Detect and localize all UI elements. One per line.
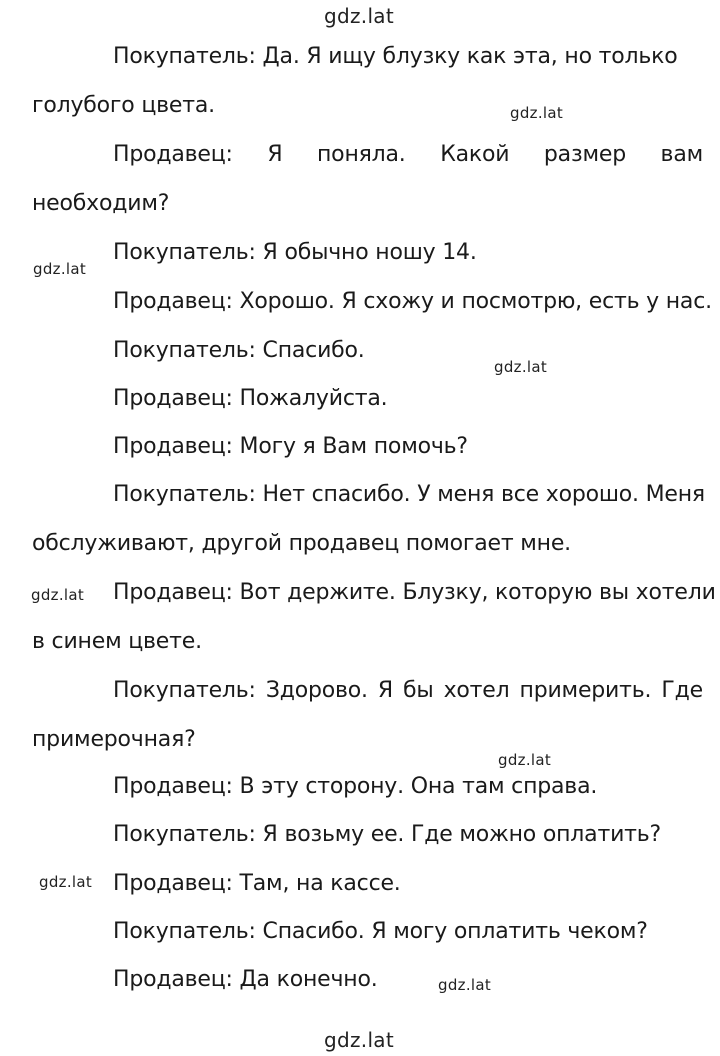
dialogue-line: Продавец: Да конечно.	[113, 967, 378, 992]
dialogue-line-continuation: необходим?	[32, 191, 170, 216]
word: Где	[661, 678, 703, 703]
word: вам	[660, 142, 703, 167]
word: Покупатель:	[113, 678, 256, 703]
dialogue-line-continuation: голубого цвета.	[32, 93, 215, 118]
watermark: gdz.lat	[510, 104, 564, 122]
watermark: gdz.lat	[33, 260, 87, 278]
dialogue-line: Покупатель: Да. Я ищу блузку как эта, но только	[113, 44, 678, 69]
dialogue-line	[113, 140, 703, 170]
dialogue-line: Продавец: Могу я Вам помочь?	[113, 434, 468, 459]
watermark: gdz.lat	[494, 358, 548, 376]
dialogue-line: Покупатель: Спасибо. Я могу оплатить чеком?	[113, 919, 648, 944]
watermark: gdz.lat	[438, 976, 492, 994]
word: Я	[267, 142, 283, 167]
dialogue-line: Покупатель: Нет спасибо. У меня все хорошо. Меня	[113, 482, 705, 507]
dialogue-line: Покупатель: Спасибо.	[113, 338, 365, 363]
dialogue-line: Покупатель: Я обычно ношу 14.	[113, 240, 477, 265]
dialogue-line: Покупатель: Я возьму ее. Где можно оплатить?	[113, 822, 662, 847]
dialogue-line-continuation: примерочная?	[32, 727, 196, 752]
dialogue-line: Продавец: Пожалуйста.	[113, 386, 388, 411]
watermark: gdz.lat	[498, 751, 552, 769]
word: бы	[403, 678, 434, 703]
word: поняла.	[317, 142, 406, 167]
dialogue-line: Продавец: Там, на кассе.	[113, 871, 401, 896]
dialogue-line: Продавец: В эту сторону. Она там справа.	[113, 774, 598, 799]
word: Продавец:	[113, 142, 233, 167]
watermark-bottom: gdz.lat	[324, 1028, 395, 1052]
watermark-top: gdz.lat	[324, 4, 395, 28]
watermark: gdz.lat	[31, 586, 85, 604]
watermark: gdz.lat	[39, 873, 93, 891]
dialogue-line-continuation: в синем цвете.	[32, 629, 202, 654]
dialogue-line: Продавец: Вот держите. Блузку, которую вы хотели	[113, 580, 716, 605]
dialogue-line-continuation: обслуживают, другой продавец помогает мне.	[32, 531, 571, 556]
word: размер	[543, 142, 626, 167]
word: примерить.	[519, 678, 652, 703]
word: Здорово.	[265, 678, 368, 703]
word: Какой	[440, 142, 510, 167]
word: Я	[377, 678, 393, 703]
dialogue-line: Продавец: Хорошо. Я схожу и посмотрю, есть у нас.	[113, 289, 712, 314]
dialogue-line	[113, 676, 703, 706]
word: хотел	[443, 678, 510, 703]
